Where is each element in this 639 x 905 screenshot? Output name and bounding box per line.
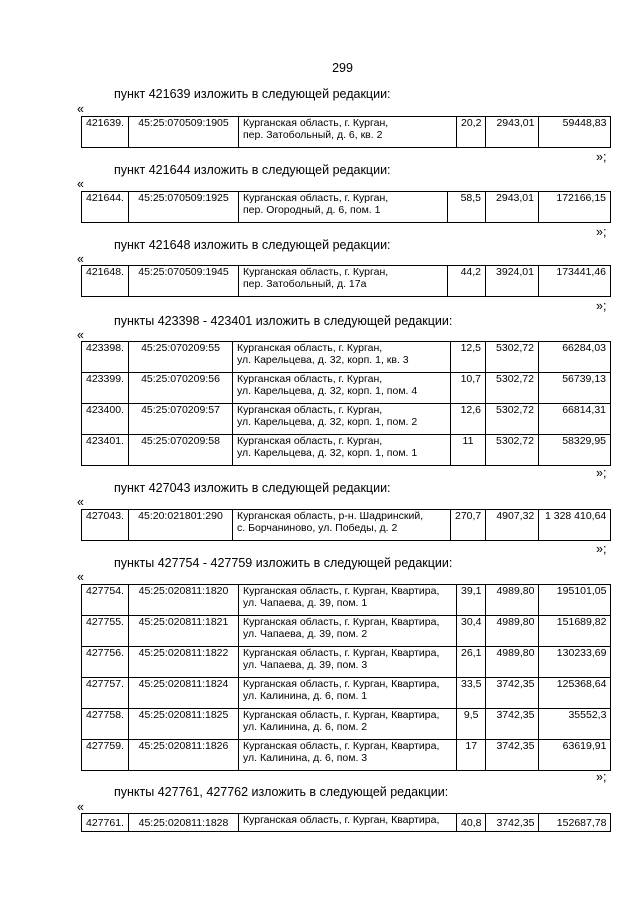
rate-value: 3742,35 [486,678,539,709]
rate-value: 5302,72 [486,373,539,404]
section-heading: пункт 421648 изложить в следующей редакции: [114,238,391,252]
address-cell [239,192,448,223]
address-line-1: Курганская область, г. Курган, Квартира, [243,814,440,826]
sum-value: 125368,64 [539,678,611,709]
close-quote: »; [596,466,607,480]
page-number: 299 [332,61,353,75]
address-line-2: ул. Чапаева, д. 39, пом. 3 [243,659,368,671]
records-table [81,813,611,832]
address-line-2: ул. Калинина, д. 6, пом. 3 [243,752,368,764]
open-quote: « [77,102,84,116]
open-quote: « [77,328,84,342]
address-line-2: ул. Карельцева, д. 32, корп. 1, пом. 1 [237,447,418,459]
table-row [82,510,611,541]
section-heading: пункты 427761, 427762 изложить в следующей редакции: [114,785,449,799]
area-value: 58,5 [448,192,486,223]
open-quote: « [77,800,84,814]
address-line-2: ул. Карельцева, д. 32, корп. 1, пом. 2 [237,416,418,428]
open-quote: « [77,177,84,191]
row-number: 427761. [82,814,129,832]
address-line-2: ул. Калинина, д. 6, пом. 2 [243,721,368,733]
address-cell [239,678,457,709]
records-table [81,509,611,541]
address-line-1: Курганская область, г. Курган, Квартира, [243,616,440,628]
row-number: 423401. [82,435,129,466]
rate-value: 3742,35 [486,709,539,740]
cadastral-number: 45:25:070509:1925 [129,192,239,223]
area-value: 10,7 [451,373,486,404]
area-value: 12,5 [451,342,486,373]
area-value: 270,7 [451,510,486,541]
section-heading: пункт 427043 изложить в следующей редакции: [114,481,391,495]
cadastral-number: 45:25:020811:1822 [129,647,239,678]
area-value: 12,6 [451,404,486,435]
close-quote: »; [596,542,607,556]
address-cell [233,373,451,404]
sum-value: 56739,13 [539,373,611,404]
sum-value: 172166,15 [539,192,611,223]
close-quote: »; [596,299,607,313]
rate-value: 5302,72 [486,435,539,466]
table-row [82,616,611,647]
table-row [82,435,611,466]
rate-value: 4989,80 [486,616,539,647]
cadastral-number: 45:25:020811:1828 [129,814,239,832]
address-cell [239,266,448,297]
sum-value: 35552,3 [539,709,611,740]
address-cell [239,117,457,148]
address-cell [233,342,451,373]
rate-value: 3742,35 [486,740,539,771]
rate-value: 2943,01 [486,117,539,148]
rate-value: 4989,80 [486,647,539,678]
sum-value: 152687,78 [539,814,611,832]
table-row [82,404,611,435]
address-line-2: пер. Затобольный, д. 6, кв. 2 [243,129,383,141]
cadastral-number: 45:25:070209:55 [129,342,233,373]
section-heading: пункты 427754 - 427759 изложить в следующей редакции: [114,556,453,570]
cadastral-number: 45:25:020811:1825 [129,709,239,740]
row-number: 421648. [82,266,129,297]
row-number: 427758. [82,709,129,740]
table-row [82,814,611,832]
area-value: 11 [451,435,486,466]
address-line-2: ул. Калинина, д. 6, пом. 1 [243,690,368,702]
address-line-2: с. Борчаниново, ул. Победы, д. 2 [237,522,398,534]
sum-value: 66284,03 [539,342,611,373]
table-row [82,709,611,740]
cadastral-number: 45:25:070509:1905 [129,117,239,148]
section-heading: пункт 421644 изложить в следующей редакции: [114,163,391,177]
row-number: 427755. [82,616,129,647]
address-line-1: Курганская область, г. Курган, [237,404,383,416]
address-cell [239,585,457,616]
row-number: 421644. [82,192,129,223]
table-row [82,117,611,148]
address-line-1: Курганская область, г. Курган, Квартира, [243,709,440,721]
sum-value: 58329,95 [539,435,611,466]
row-number: 427759. [82,740,129,771]
area-value: 9,5 [457,709,486,740]
rate-value: 3924,01 [486,266,539,297]
address-line-2: пер. Затобольный, д. 17а [243,278,367,290]
row-number: 421639. [82,117,129,148]
area-value: 26,1 [457,647,486,678]
address-line-2: ул. Чапаева, д. 39, пом. 1 [243,597,368,609]
address-line-1: Курганская область, р-н. Шадринский, [237,510,424,522]
close-quote: »; [596,150,607,164]
table-row [82,740,611,771]
sum-value: 63619,91 [539,740,611,771]
row-number: 427043. [82,510,129,541]
cadastral-number: 45:25:070209:58 [129,435,233,466]
area-value: 33,5 [457,678,486,709]
open-quote: « [77,252,84,266]
rate-value: 5302,72 [486,342,539,373]
address-line-1: Курганская область, г. Курган, Квартира, [243,678,440,690]
address-cell [239,740,457,771]
address-cell [233,510,451,541]
rate-value: 2943,01 [486,192,539,223]
address-line-1: Курганская область, г. Курган, [243,266,389,278]
address-cell [239,616,457,647]
table-row [82,266,611,297]
area-value: 40,8 [457,814,486,832]
cadastral-number: 45:25:020811:1821 [129,616,239,647]
cadastral-number: 45:25:020811:1820 [129,585,239,616]
address-line-1: Курганская область, г. Курган, Квартира, [243,740,440,752]
rate-value: 3742,35 [486,814,539,832]
address-line-2: ул. Карельцева, д. 32, корп. 1, кв. 3 [237,354,409,366]
address-cell [233,404,451,435]
address-line-1: Курганская область, г. Курган, [243,192,389,204]
rate-value: 5302,72 [486,404,539,435]
records-table [81,191,611,223]
address-cell [239,814,457,832]
area-value: 20,2 [457,117,486,148]
address-cell [239,709,457,740]
address-cell [233,435,451,466]
table-row [82,192,611,223]
section-heading: пункт 421639 изложить в следующей редакции: [114,87,391,101]
cadastral-number: 45:25:070509:1945 [129,266,239,297]
cadastral-number: 45:20:021801:290 [129,510,233,541]
row-number: 423398. [82,342,129,373]
row-number: 427756. [82,647,129,678]
records-table [81,341,611,466]
cadastral-number: 45:25:020811:1824 [129,678,239,709]
section-heading: пункты 423398 - 423401 изложить в следующей редакции: [114,314,453,328]
area-value: 30,4 [457,616,486,647]
address-line-1: Курганская область, г. Курган, [243,117,389,129]
cadastral-number: 45:25:070209:56 [129,373,233,404]
address-line-2: пер. Огородный, д. 6, пом. 1 [243,204,381,216]
area-value: 17 [457,740,486,771]
table-row [82,373,611,404]
sum-value: 59448,83 [539,117,611,148]
open-quote: « [77,495,84,509]
area-value: 39,1 [457,585,486,616]
table-row [82,585,611,616]
records-table [81,584,611,771]
address-line-1: Курганская область, г. Курган, [237,342,383,354]
sum-value: 195101,05 [539,585,611,616]
cadastral-number: 45:25:020811:1826 [129,740,239,771]
sum-value: 1 328 410,64 [539,510,611,541]
table-row [82,678,611,709]
sum-value: 151689,82 [539,616,611,647]
sum-value: 130233,69 [539,647,611,678]
sum-value: 66814,31 [539,404,611,435]
address-line-1: Курганская область, г. Курган, Квартира, [243,585,440,597]
address-cell [239,647,457,678]
close-quote: »; [596,225,607,239]
row-number: 423400. [82,404,129,435]
address-line-2: ул. Карельцева, д. 32, корп. 1, пом. 4 [237,385,418,397]
row-number: 427754. [82,585,129,616]
address-line-2: ул. Чапаева, д. 39, пом. 2 [243,628,368,640]
table-row [82,647,611,678]
open-quote: « [77,570,84,584]
records-table [81,116,611,148]
rate-value: 4907,32 [486,510,539,541]
row-number: 423399. [82,373,129,404]
sum-value: 173441,46 [539,266,611,297]
address-line-1: Курганская область, г. Курган, Квартира, [243,647,440,659]
address-line-1: Курганская область, г. Курган, [237,435,383,447]
cadastral-number: 45:25:070209:57 [129,404,233,435]
records-table [81,265,611,297]
table-row [82,342,611,373]
area-value: 44,2 [448,266,486,297]
address-line-1: Курганская область, г. Курган, [237,373,383,385]
rate-value: 4989,80 [486,585,539,616]
close-quote: »; [596,770,607,784]
row-number: 427757. [82,678,129,709]
